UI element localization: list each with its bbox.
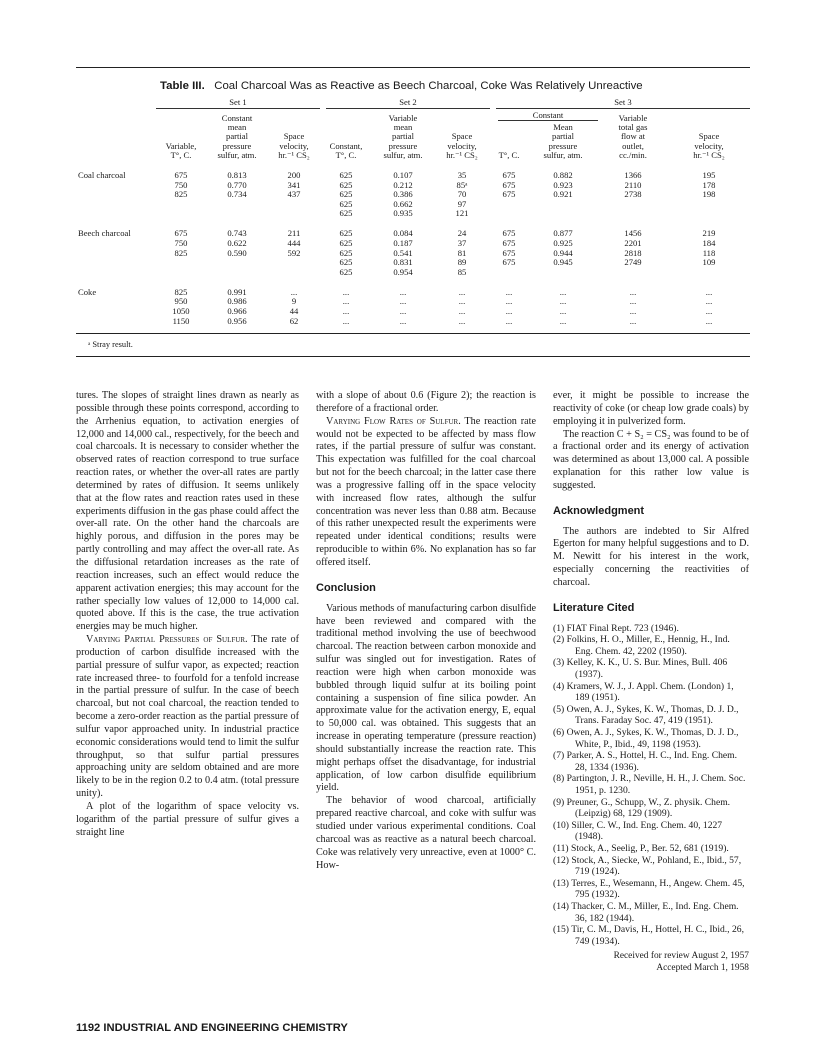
table-cell: 89 — [457, 257, 467, 268]
table-cell: 341 — [287, 179, 301, 190]
table-footnote: ᵃ Stray result. — [88, 340, 133, 349]
reference-item: (4) Kramers, W. J., J. Appl. Chem. (London) 1, 189 (1951). — [553, 680, 734, 704]
table-cell: 625 — [339, 266, 353, 277]
table-cell: 0.734 — [227, 189, 247, 200]
table-cell: 2749 — [624, 257, 642, 268]
table-cell: 437 — [287, 189, 301, 200]
table-cell: ... — [705, 315, 713, 326]
table-cell: 750 — [174, 237, 188, 248]
column-header — [668, 109, 750, 161]
table-cell: 0.813 — [227, 170, 247, 180]
column-header-line: Variable — [618, 112, 648, 123]
table-cell: 211 — [287, 228, 301, 239]
column-header-line: sulfur, atm. — [383, 150, 423, 161]
table-cell: 70 — [457, 189, 467, 200]
table-cell: 200 — [287, 170, 301, 180]
reference-item: (3) Kelley, K. K., U. S. Bur. Mines, Bull. 406 (1937). — [553, 657, 728, 681]
table-row — [76, 219, 750, 239]
row-group-label: Coke — [78, 286, 97, 297]
table-cell: 0.770 — [227, 179, 247, 190]
table-cell: 219 — [702, 228, 716, 239]
heading-flow-rates: Varying Flow Rates of Sulfur. — [326, 415, 461, 427]
column-header-line: T°, C. — [170, 150, 192, 161]
table-cell: 0.743 — [227, 228, 247, 239]
table-cell: 0.622 — [227, 237, 247, 248]
table-cell: 9 — [291, 296, 297, 307]
row-group-spacer — [76, 268, 156, 278]
table-cell: 178 — [702, 179, 716, 190]
table-cell: ... — [559, 315, 567, 326]
table-cell: 950 — [174, 296, 188, 307]
table-cell: 85 — [457, 266, 467, 277]
table-cell: 0.923 — [553, 179, 573, 190]
col3-para-2: The reaction C + S₂ = CS₂ was found to be of a fractional order and its energy of activation was determined as about 13,000 cal. A possible explanation for this rather low value is suggested. — [553, 428, 749, 491]
table-cell: 81 — [457, 247, 467, 258]
column-header-line: flow at — [620, 131, 646, 142]
table-cell: 625 — [339, 247, 353, 258]
table-cell: ... — [399, 286, 407, 297]
table-cell: 825 — [174, 247, 188, 258]
table-caption — [160, 80, 760, 92]
table-cell: 0.877 — [553, 228, 573, 239]
column-header-line: Mean — [553, 121, 573, 132]
table-cell: ... — [705, 296, 713, 307]
row-group-spacer — [76, 258, 156, 268]
table-cell: 675 — [502, 237, 516, 248]
column-header-line: sulfur, atm. — [543, 150, 583, 161]
column-header — [206, 109, 268, 161]
column-header-line: total gas — [618, 121, 648, 132]
table-cell: 675 — [502, 170, 516, 180]
table-cell: 625 — [339, 170, 353, 180]
table-cell — [490, 200, 528, 210]
set-label-row — [76, 98, 750, 109]
table-cell: ... — [342, 315, 350, 326]
table-cell: 0.107 — [393, 170, 413, 180]
table-cell: 675 — [502, 228, 516, 239]
table-cell: 0.590 — [227, 247, 247, 258]
table-cell: 62 — [289, 315, 299, 326]
column-header-line: Variable, — [165, 140, 197, 151]
table-row — [76, 200, 750, 210]
reference-item: (8) Partington, J. R., Neville, H. H., J. Chem. Soc. 1951, p. 1230. — [553, 773, 746, 796]
table-cell: 0.187 — [393, 237, 413, 248]
table-row — [76, 317, 750, 327]
reference-item: (13) Terres, E., Wesemann, H., Angew. Chem. 45, 795 (1932). — [553, 877, 745, 901]
table-cell — [668, 209, 750, 219]
col1-para-3: A plot of the logarithm of space velocity vs. logarithm of the partial pressure of sulfur gives a straight line — [76, 801, 299, 838]
row-group-spacer — [76, 307, 156, 317]
table-cell: 625 — [339, 198, 353, 209]
table-cell: 0.991 — [227, 286, 247, 297]
table-cell: ... — [342, 305, 350, 316]
table-cell: 0.662 — [393, 198, 413, 209]
table-cell: 121 — [455, 208, 469, 219]
table-cell: ... — [629, 315, 637, 326]
table-cell: 625 — [339, 189, 353, 200]
table-cell — [206, 200, 268, 210]
table-cell: 0.986 — [227, 296, 247, 307]
reference-item: (11) Stock, A., Seelig, P., Ber. 52, 681 (1919). — [553, 842, 729, 854]
table-end-rule — [76, 356, 750, 357]
row-group-spacer — [76, 297, 156, 307]
table-cell: 24 — [457, 228, 467, 239]
table-cell: 0.956 — [227, 315, 247, 326]
column-header-line: Space — [283, 131, 305, 142]
row-group-spacer — [76, 181, 156, 191]
row-group-label: Beech charcoal — [78, 228, 131, 239]
table-cell: 184 — [702, 237, 716, 248]
table-cell — [268, 258, 320, 268]
row-group-spacer — [76, 200, 156, 210]
table-cell: 97 — [457, 198, 467, 209]
row-group-spacer — [76, 249, 156, 259]
table-cell: 625 — [339, 257, 353, 268]
table-cell: 0.541 — [393, 247, 413, 258]
column-header-line: hr.⁻¹ CS₂ — [446, 150, 478, 161]
table-cell — [528, 200, 598, 210]
column-header-line: velocity, — [694, 140, 724, 151]
table-cell: ... — [458, 296, 466, 307]
table-cell: ... — [399, 315, 407, 326]
table-row — [76, 249, 750, 259]
column-header-line: partial — [226, 131, 248, 142]
reference-item: (7) Parker, A. S., Hottel, H. C., Ind. Eng. Chem. 28, 1334 (1936). — [553, 750, 738, 773]
table-cell — [598, 209, 668, 219]
table-cell: 444 — [287, 237, 301, 248]
table-cell: 0.935 — [393, 208, 413, 219]
set1-label: Set 1 — [156, 98, 320, 109]
table-cell: ... — [290, 286, 298, 297]
table-cell: 0.386 — [393, 189, 413, 200]
acknowledgment-heading: Acknowledgment — [553, 504, 645, 517]
table-cell: 35 — [457, 170, 467, 180]
table-cell — [528, 209, 598, 219]
column-header — [268, 109, 320, 161]
table-cell: 0.944 — [553, 247, 573, 258]
conclusion-para-1: Various methods of manufacturing carbon disulfide have been reviewed and compared with the traditional method involving the use of beechwood charcoal. The reaction between carbon monoxide and sulfur was singled out for investigation. Rates of reaction were high when carbon monoxide was bubbled through liquid sulfur at its boiling point containing a suspension of fine silica powder. An approximate value for the activation energy, E, equal to 50,000 cal. was obtained. This suggests that an increase in operating temperature (pressure reaction) should substantially increase the reaction rate. This might perhaps offset the disadvantage, for industrial application, of low carbon disulfide equilibrium yield. — [316, 602, 536, 794]
received-date: Received for review August 2, 1957 — [613, 951, 749, 962]
table-cell: 625 — [339, 228, 353, 239]
table-row — [76, 277, 750, 297]
table-cell — [668, 200, 750, 210]
table-cell — [268, 200, 320, 210]
table-cell: 37 — [457, 237, 467, 248]
column-header-row — [76, 109, 750, 161]
table-cell: 825 — [174, 189, 188, 200]
column-header-line: hr.⁻¹ CS₂ — [278, 150, 310, 161]
table-cell: 85ᵃ — [456, 179, 468, 190]
accepted-date: Accepted March 1, 1958 — [656, 962, 749, 973]
set3-label: Set 3 — [496, 98, 750, 109]
reference-item: (12) Stock, A., Siecke, W., Pohland, E., Ibid., 57, 719 (1924). — [553, 854, 742, 878]
table-cell: 1366 — [624, 170, 642, 180]
reference-item: (6) Owen, A. J., Sykes, K. W., Thomas, D. J. D., White, P., Ibid., 49, 1198 (1953). — [553, 727, 739, 750]
column-header-line: Constant, — [329, 140, 363, 151]
table-cell: 625 — [339, 237, 353, 248]
column-2 — [316, 390, 536, 872]
table-cell — [668, 268, 750, 278]
table-cell: 592 — [287, 247, 301, 258]
table-cell: ... — [505, 305, 513, 316]
table-cell: 118 — [702, 247, 716, 258]
col2-para-2: Varying Flow Rates of Sulfur. The reaction rate would not be expected to be affected by mass flow rates, if the partial pressure of sulfur was constant. This expectation was fulfilled for the coal charcoal but not for the beech charcoal; in the latter case there was a progressive falling off in the space velocity with increased flow rates, although the sulfur concentration was never less than 0.88 atm. Because of this rather unexpected result the experiments were repeated under identical conditions; results were reproducible to within 6%. No explanation has so far offered itself. — [316, 415, 536, 568]
table-cell: ... — [399, 305, 407, 316]
table-cell — [156, 258, 206, 268]
column-header-line: velocity, — [447, 140, 477, 151]
table-cell: 195 — [702, 170, 716, 180]
column-header-line: sulfur, atm. — [217, 150, 257, 161]
row-group-spacer — [76, 239, 156, 249]
table-cell — [490, 268, 528, 278]
table-cell: ... — [505, 315, 513, 326]
table-cell: 675 — [174, 228, 188, 239]
table-cell: 198 — [702, 189, 716, 200]
column-header — [528, 109, 598, 161]
column-header — [156, 109, 206, 161]
column-header — [434, 109, 490, 161]
table-cell: 109 — [702, 257, 716, 268]
table-cell: ... — [458, 315, 466, 326]
column-header-line: pressure — [548, 140, 578, 151]
table-cell — [490, 209, 528, 219]
table-cell: 2818 — [624, 247, 642, 258]
table-cell — [268, 268, 320, 278]
table-cell — [206, 258, 268, 268]
table-bottom-rule — [76, 333, 750, 334]
row-group-label: Coal charcoal — [78, 170, 126, 180]
row-group-spacer — [76, 209, 156, 219]
table-cell: 0.966 — [227, 305, 247, 316]
table-cell: 44 — [289, 305, 299, 316]
table-cell: ... — [559, 296, 567, 307]
reference-list — [553, 623, 749, 948]
table-cell: 2738 — [624, 189, 642, 200]
reference-item: (9) Preuner, G., Schupp, W., Z. physik. Chem. (Leipzig) 68, 129 (1909). — [553, 796, 731, 820]
column-header-line: pressure — [388, 140, 418, 151]
received-note — [553, 951, 749, 974]
table-cell — [156, 209, 206, 219]
table-cell: ... — [505, 296, 513, 307]
table-cell — [156, 200, 206, 210]
acknowledgment-text: The authors are indebted to Sir Alfred Egerton for many helpful suggestions and to D. M. Newitt for his interest in the work, especially concerning the reactivities of charcoal. — [553, 525, 749, 588]
table-cell: ... — [342, 296, 350, 307]
column-header-line: T°, C. — [498, 150, 520, 161]
table-cell: 1456 — [624, 228, 642, 239]
table-cell — [156, 268, 206, 278]
table-cell: 0.954 — [393, 266, 413, 277]
column-header-line: velocity, — [279, 140, 309, 151]
table-cell — [528, 268, 598, 278]
column-3 — [553, 390, 749, 974]
heading-partial-pressures: Varying Partial Pressures of Sulfur. — [86, 634, 248, 646]
table-cell: 0.882 — [553, 170, 573, 180]
column-header — [320, 109, 372, 161]
column-1 — [76, 390, 299, 840]
table-cell: 750 — [174, 179, 188, 190]
table-row — [76, 258, 750, 268]
table-cell: 675 — [502, 179, 516, 190]
row-group-spacer — [76, 190, 156, 200]
table-iii — [76, 98, 750, 326]
col3-para-1: ever, it might be possible to increase the reactivity of coke (or cheap low grade coals) by employing it in pulverized form. — [553, 390, 749, 427]
column-header-line: partial — [392, 131, 414, 142]
table-cell: 675 — [502, 247, 516, 258]
conclusion-para-2: The behavior of wood charcoal, artificially prepared reactive charcoal, and coke with sulfur was studied under various experimental conditions. Coal charcoal was as reactive as a natural beech charcoal. Coke was relatively very unreactive, even at 1000° C. How- — [316, 795, 536, 871]
table-cell: 675 — [502, 189, 516, 200]
table-cell: ... — [629, 305, 637, 316]
table-cell — [206, 268, 268, 278]
table-cell: ... — [705, 286, 713, 297]
column-header — [372, 109, 434, 161]
table-cell: 825 — [174, 286, 188, 297]
column-header-line: hr.⁻¹ CS₂ — [693, 150, 725, 161]
top-rule — [76, 67, 750, 68]
table-cell: 0.084 — [393, 228, 413, 239]
column-header-line: cc./min. — [619, 150, 647, 161]
table-cell — [206, 209, 268, 219]
table-cell: 1150 — [172, 315, 190, 326]
table-caption-label: Table III. — [160, 80, 205, 92]
table-cell: 0.925 — [553, 237, 573, 248]
col1-para-1: tures. The slopes of straight lines drawn as nearly as possible through these points correspond, according to the Arrhenius equation, to activation energies of 12,000 and 14,000 cal., respectively, for the beech and coal charcoals. It is necessary to consider whether the observed rates of reaction correspond to true surface reaction rates, or whether the over-all rates are partly determined by rates of diffusion. It seems unlikely that at the flow rates and reaction rates used in these experiments diffusion in the gas phase could affect the over-all rate. On the other hand the charcoals are highly porous, and diffusion in the pores may be partly controlling and may affect the over-all rate. As the diffusional retardation increases as the rate of reaction increases, such an effect would reduce the apparent activation energies; this may account for the rather specially low values of 12,000 to 14,000 cal. quoted above. If this is the case, the true activation energies may be much higher. — [76, 390, 299, 633]
col1-para-2: Varying Partial Pressures of Sulfur. The rate of production of carbon disulfide increased with the partial pressure of sulfur vapor, as expected; reaction rate increased three- to fourfold for a tenfold increase in the partial pressure of sulfur. In the case of beech charcoal, but not coal charcoal, the reaction tended to become a zero-order reaction as the partial pressure of sulfur vapor approached unity. In industrial practice economic considerations would tend to limit the sulfur throughput, so that sulfur partial pressures approaching unity are seldom obtained and are more likely to be in the region 0.2 to 0.4 atm. (total pressure unity). — [76, 634, 299, 800]
reference-item: (2) Folkins, H. O., Miller, E., Hennig, H., Ind. Eng. Chem. 42, 2202 (1950). — [553, 634, 730, 657]
table-row — [76, 190, 750, 200]
table-row — [76, 209, 750, 219]
table-cell: ... — [629, 286, 637, 297]
table-cell: 625 — [339, 179, 353, 190]
column-header-line: Space — [451, 131, 473, 142]
reference-item: (1) FIAT Final Rept. 723 (1946). — [553, 622, 679, 634]
table-cell: ... — [505, 286, 513, 297]
table-row — [76, 161, 750, 181]
column-header-line: outlet, — [622, 140, 644, 151]
table-cell: 675 — [174, 170, 188, 180]
table-caption-text: Coal Charcoal Was as Reactive as Beech Charcoal, Coke Was Relatively Unreactive — [214, 80, 643, 92]
conclusion-heading: Conclusion — [316, 581, 376, 594]
page-footer: 1192 INDUSTRIAL AND ENGINEERING CHEMISTRY — [76, 1022, 348, 1034]
table-cell — [598, 200, 668, 210]
column-header-line: Space — [698, 131, 720, 142]
table-cell: ... — [458, 305, 466, 316]
table-cell: 1050 — [172, 305, 190, 316]
table-cell: ... — [399, 296, 407, 307]
table-cell: 0.921 — [553, 189, 573, 200]
reference-item: (14) Thacker, C. M., Miller, E., Ind. Eng. Chem. 36, 182 (1944). — [553, 900, 739, 924]
table-cell: ... — [629, 296, 637, 307]
column-header-line: pressure — [222, 140, 252, 151]
set2-label: Set 2 — [326, 98, 490, 109]
table-cell: 2201 — [624, 237, 642, 248]
table-cell: ... — [342, 286, 350, 297]
col2-para-1: with a slope of about 0.6 (Figure 2); the reaction is therefore of a fractional order. — [316, 390, 536, 414]
table-cell — [598, 268, 668, 278]
table-cell: ... — [458, 286, 466, 297]
reference-item: (15) Tir, C. M., Davis, H., Hottel, H. C., Ibid., 26, 749 (1934). — [553, 924, 744, 947]
table-cell: 0.212 — [393, 179, 413, 190]
reference-item: (10) Siller, C. W., Ind. Eng. Chem. 40, 1227 (1948). — [553, 819, 723, 843]
table-cell: ... — [559, 286, 567, 297]
table-cell: 0.945 — [553, 257, 573, 268]
column-header-line: Variable — [388, 112, 418, 123]
column-header-line: Constant — [221, 112, 253, 123]
table-cell: ... — [559, 305, 567, 316]
column-header-line: partial — [552, 131, 574, 142]
table-cell: 675 — [502, 257, 516, 268]
column-header-line: mean — [393, 121, 413, 132]
column-header-line: mean — [227, 121, 247, 132]
column-header-line: T°, C. — [335, 150, 357, 161]
table-cell: ... — [705, 305, 713, 316]
row-group-spacer — [76, 317, 156, 327]
column-header — [598, 109, 668, 161]
table-cell — [268, 209, 320, 219]
table-cell: 0.831 — [393, 257, 413, 268]
literature-heading: Literature Cited — [553, 601, 635, 614]
table-row — [76, 268, 750, 278]
table-cell: 625 — [339, 208, 353, 219]
set3-constant-label: Constant — [498, 111, 598, 121]
reference-item: (5) Owen, A. J., Sykes, K. W., Thomas, D. J. D., Trans. Faraday Soc. 47, 419 (1951). — [553, 703, 739, 727]
table-cell: 2110 — [624, 179, 642, 190]
